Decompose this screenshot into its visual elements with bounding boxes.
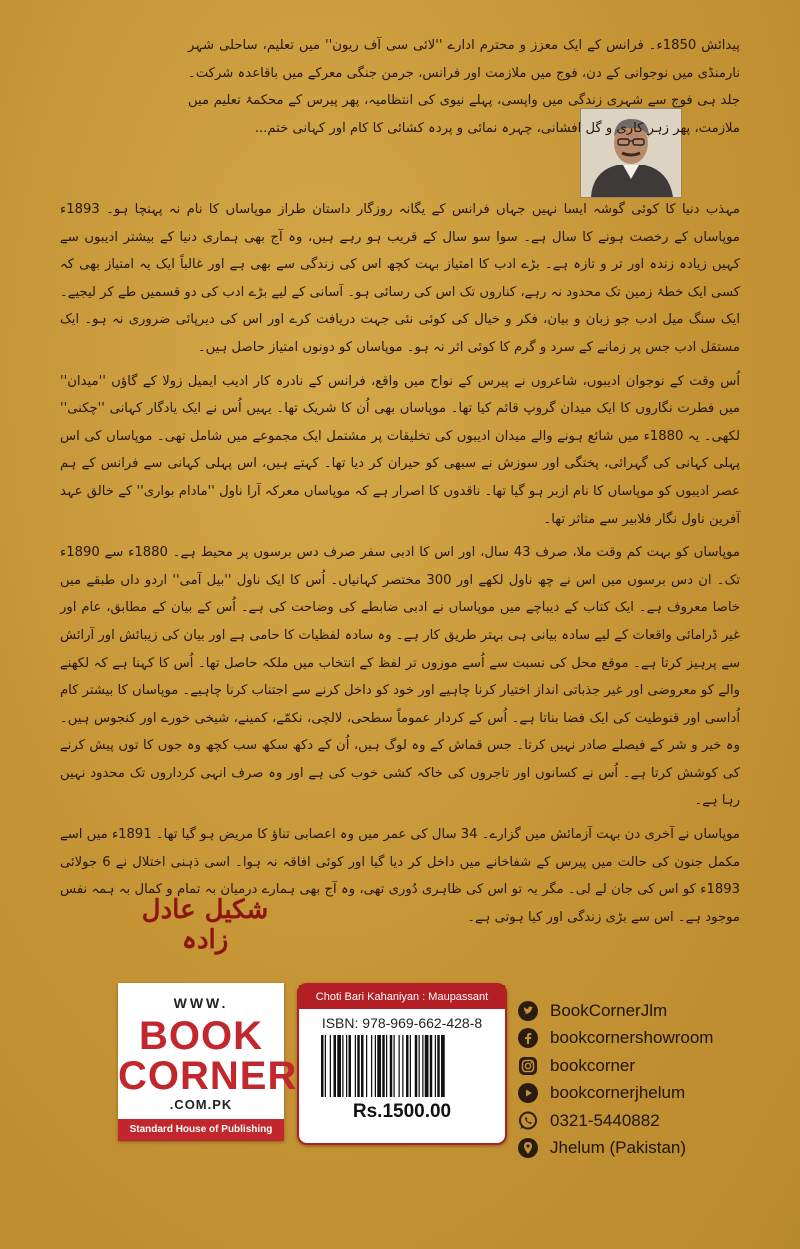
book-title: Choti Bari Kahaniyan : Maupassant — [299, 985, 505, 1009]
signature: شکیل عادل زادہ — [141, 895, 269, 955]
paragraph: موپاساں کو بہت کم وقت ملا، صرف 43 سال، اور اس کا ادبی سفر صرف دس برسوں پر محیط ہے۔ 1880ء سے 1890ء تک۔ ان دس برسوں میں اس نے چھ ناول لکھے اور 300 مختصر کہانیاں۔ اُس کا ایک ناول ''بیل آمی'' اردو داں طبقے میں خاصا معروف ہے۔ ایک کتاب کے دیباچے میں موپاساں نے ادبی ضابطے کی وضاحت کی ہے۔ اُس کے بیان کے مطابق، عام اور غیر ڈرامائی واقعات کے لیے سادہ بیانی ہی بہتر طریق کار ہے۔ وہ سادہ لفظیات کا حامی ہے اور بیان کی زیبائش اور آرائش سے پرہیز کرتا ہے۔ موقع محل کی نسبت سے اُسے موزوں تر لفظ کے انتخاب میں ملکہ حاصل تھا۔ اُس کا کہنا ہے کہ لکھنے والے کو معروضی اور غیر جذباتی انداز اختیار کرنا چاہیے اور خود کو داخل کرنے سے اجتناب کرنا چاہیے۔ موپاساں کا بیشتر کام اُداسی اور قنوطیت کی ایک فضا بناتا ہے۔ اُس کے کردار عموماً سطحی، لالچی، نکمّے، کمینے، شیخی خورے اور کنجوس ہیں۔ وہ خیر و شر کے فیصلے صادر نہیں کرتا۔ جس قماش کے وہ لوگ ہیں، اُن کے دکھ سکھ سب کچھ وہ جوں کا توں پیش کرنے کی کوشش کرتا ہے۔ اُس نے کسانوں اور تاجروں کی خاکہ کشی خوب کی ہے اور وہ صرف انہی کرداروں تک محدود نہیں رہا ہے۔ — [60, 545, 740, 809]
barcode-icon — [317, 1035, 487, 1097]
instagram-handle: bookcorner — [550, 1055, 636, 1075]
facebook-icon — [518, 1028, 538, 1048]
publisher-logo — [118, 983, 298, 1141]
location-pin-icon — [518, 1138, 538, 1158]
logo-book: BOOK — [139, 1014, 263, 1058]
social-twitter[interactable] — [518, 997, 788, 1025]
youtube-channel: bookcornerjhelum — [550, 1083, 686, 1103]
social-links — [518, 997, 788, 1162]
location: Jhelum (Pakistan) — [550, 1138, 687, 1158]
isbn-number: ISBN: 978-969-662-428-8 — [321, 1015, 483, 1031]
social-youtube[interactable] — [518, 1080, 788, 1108]
paragraph: مہذب دنیا کا کوئی گوشہ ایسا نہیں جہاں فرانس کے یگانہ روزگار داستان طراز موپاساں کا نام نہ پہنچا ہو۔ 1893ء موپاساں کے رخصت ہونے کا سال ہے۔ سوا سو سال کے قریب ہو رہے ہیں، وہ آج بھی ہماری دنیا کے بیشتر ادیبوں سے کہیں زیادہ زندہ اور تر و تازہ ہے۔ بڑے ادب کا امتیاز بہت کچھ اس کی زندگی سے بھی ہے اور غالباً ایک یہ امتیاز بھی کہ کسی ایک خطۂ زمین تک محدود نہ رہے، کناروں تک اس کی رسائی ہو۔ آسانی کے لیے بڑے ادب کی دو قسمیں طے کر لیجیے۔ ایک سنگ میل ادب جو زبان و بیان، فکر و خیال کی کوئی نئی جہت دریافت کرے اور اس کی دیرپائی ضروری نہ ہو۔ ایک مستقل ادب جس پر زمانے کے سرد و گرم کا کوئی اثر نہ ہو۔ موپاساں کو دونوں امتیاز حاصل ہیں۔ — [60, 202, 740, 355]
paragraph: اُس وقت کے نوجوان ادیبوں، شاعروں نے پیرس کے نواح میں واقع، فرانس کے نادرہ کار ادیب ایمیل زولا کے گاؤں ''میدان'' میں فطرت نگاروں کا ایک میدان گروپ قائم کیا تھا۔ موپاساں بھی اُن کا شریک تھا۔ یہیں اُس نے ایک یادگار کہانی ''چکنی'' لکھی۔ یہ 1880ء میں شائع ہونے والے میدان ادیبوں کی تخلیقات پر مشتمل ایک مجموعے میں شامل تھی۔ موپاساں کی اس پہلی کہانی کی گہرائی، پختگی اور سوزش نے سبھی کو حیران کر دیا تھا۔ کہتے ہیں، اس پہلی کہانی سے فرانس کے ہم عصر ادیبوں کو موپاساں کا نام ازبر ہو گیا تھا۔ ناقدوں کا اصرار ہے کہ موپاساں معرکہ آرا ناول ''مادام بواری'' کے خالق عہد آفرین ناول نگار فلابیر سے متاثر تھا۔ — [60, 373, 740, 527]
logo-www: WWW. — [173, 995, 229, 1011]
social-location[interactable] — [518, 1135, 788, 1163]
logo-tagline: Standard House of Publishing — [118, 1119, 284, 1141]
facebook-page: bookcornershowroom — [550, 1028, 714, 1048]
social-whatsapp[interactable] — [518, 1107, 788, 1135]
price: Rs.1500.00 — [352, 1101, 452, 1122]
paragraph: موپاساں نے آخری دن بہت آزمائش میں گزارے۔ 34 سال کی عمر میں وہ اعصابی تناؤ کا مریض ہو گیا تھا۔ 1891ء میں اسے مکمل جنون کی حالت میں پیرس کے شفاخانے میں داخل کر دیا گیا اور کوئی افاقہ نہ ہوا۔ اسی ذہنی اختلال نے 6 جولائی 1893ء کو اس کی جان لے لی۔ مگر یہ تو اس کی ظاہری دُوری تھی، وہ آج بھی ہمارے درمیان بہ تمام و کمال بہ ہمہ نفس موجود ہے۔ اس سے بڑی زندگی اور کیا ہوتی ہے۔ — [60, 827, 741, 925]
logo-corner: CORNER — [118, 1054, 298, 1098]
youtube-icon — [518, 1083, 538, 1103]
author-intro: پیدائش 1850ء۔ فرانس کے ایک معزز و محترم ادارے ''لائی سی آف ریون'' میں تعلیم، ساحلی شہر نارمنڈی میں نوجوانی کے دن، فوج میں ملازمت اور فرانس، جرمن جنگی معرکے میں باقاعدہ شرکت۔ جلد ہی فوج سے شہری زندگی میں واپسی، پہلے نیوی کی انتظامیہ، پھر پیرس کے محکمۂ تعلیم میں ملازمت، پھر زہر کاری و گل افشانی، چہرہ نمائی و پردہ کشائی کا کام اور کہانی ختم... — [188, 38, 740, 136]
twitter-handle: BookCornerJlm — [550, 1000, 668, 1020]
logo-domain: .COM.PK — [169, 1097, 233, 1112]
isbn-box — [297, 983, 507, 1145]
instagram-icon — [518, 1056, 538, 1076]
social-facebook[interactable] — [518, 1025, 788, 1053]
phone-number: 0321-5440882 — [550, 1110, 660, 1130]
twitter-icon — [518, 1001, 538, 1021]
social-instagram[interactable] — [518, 1052, 788, 1080]
whatsapp-icon — [518, 1111, 538, 1131]
